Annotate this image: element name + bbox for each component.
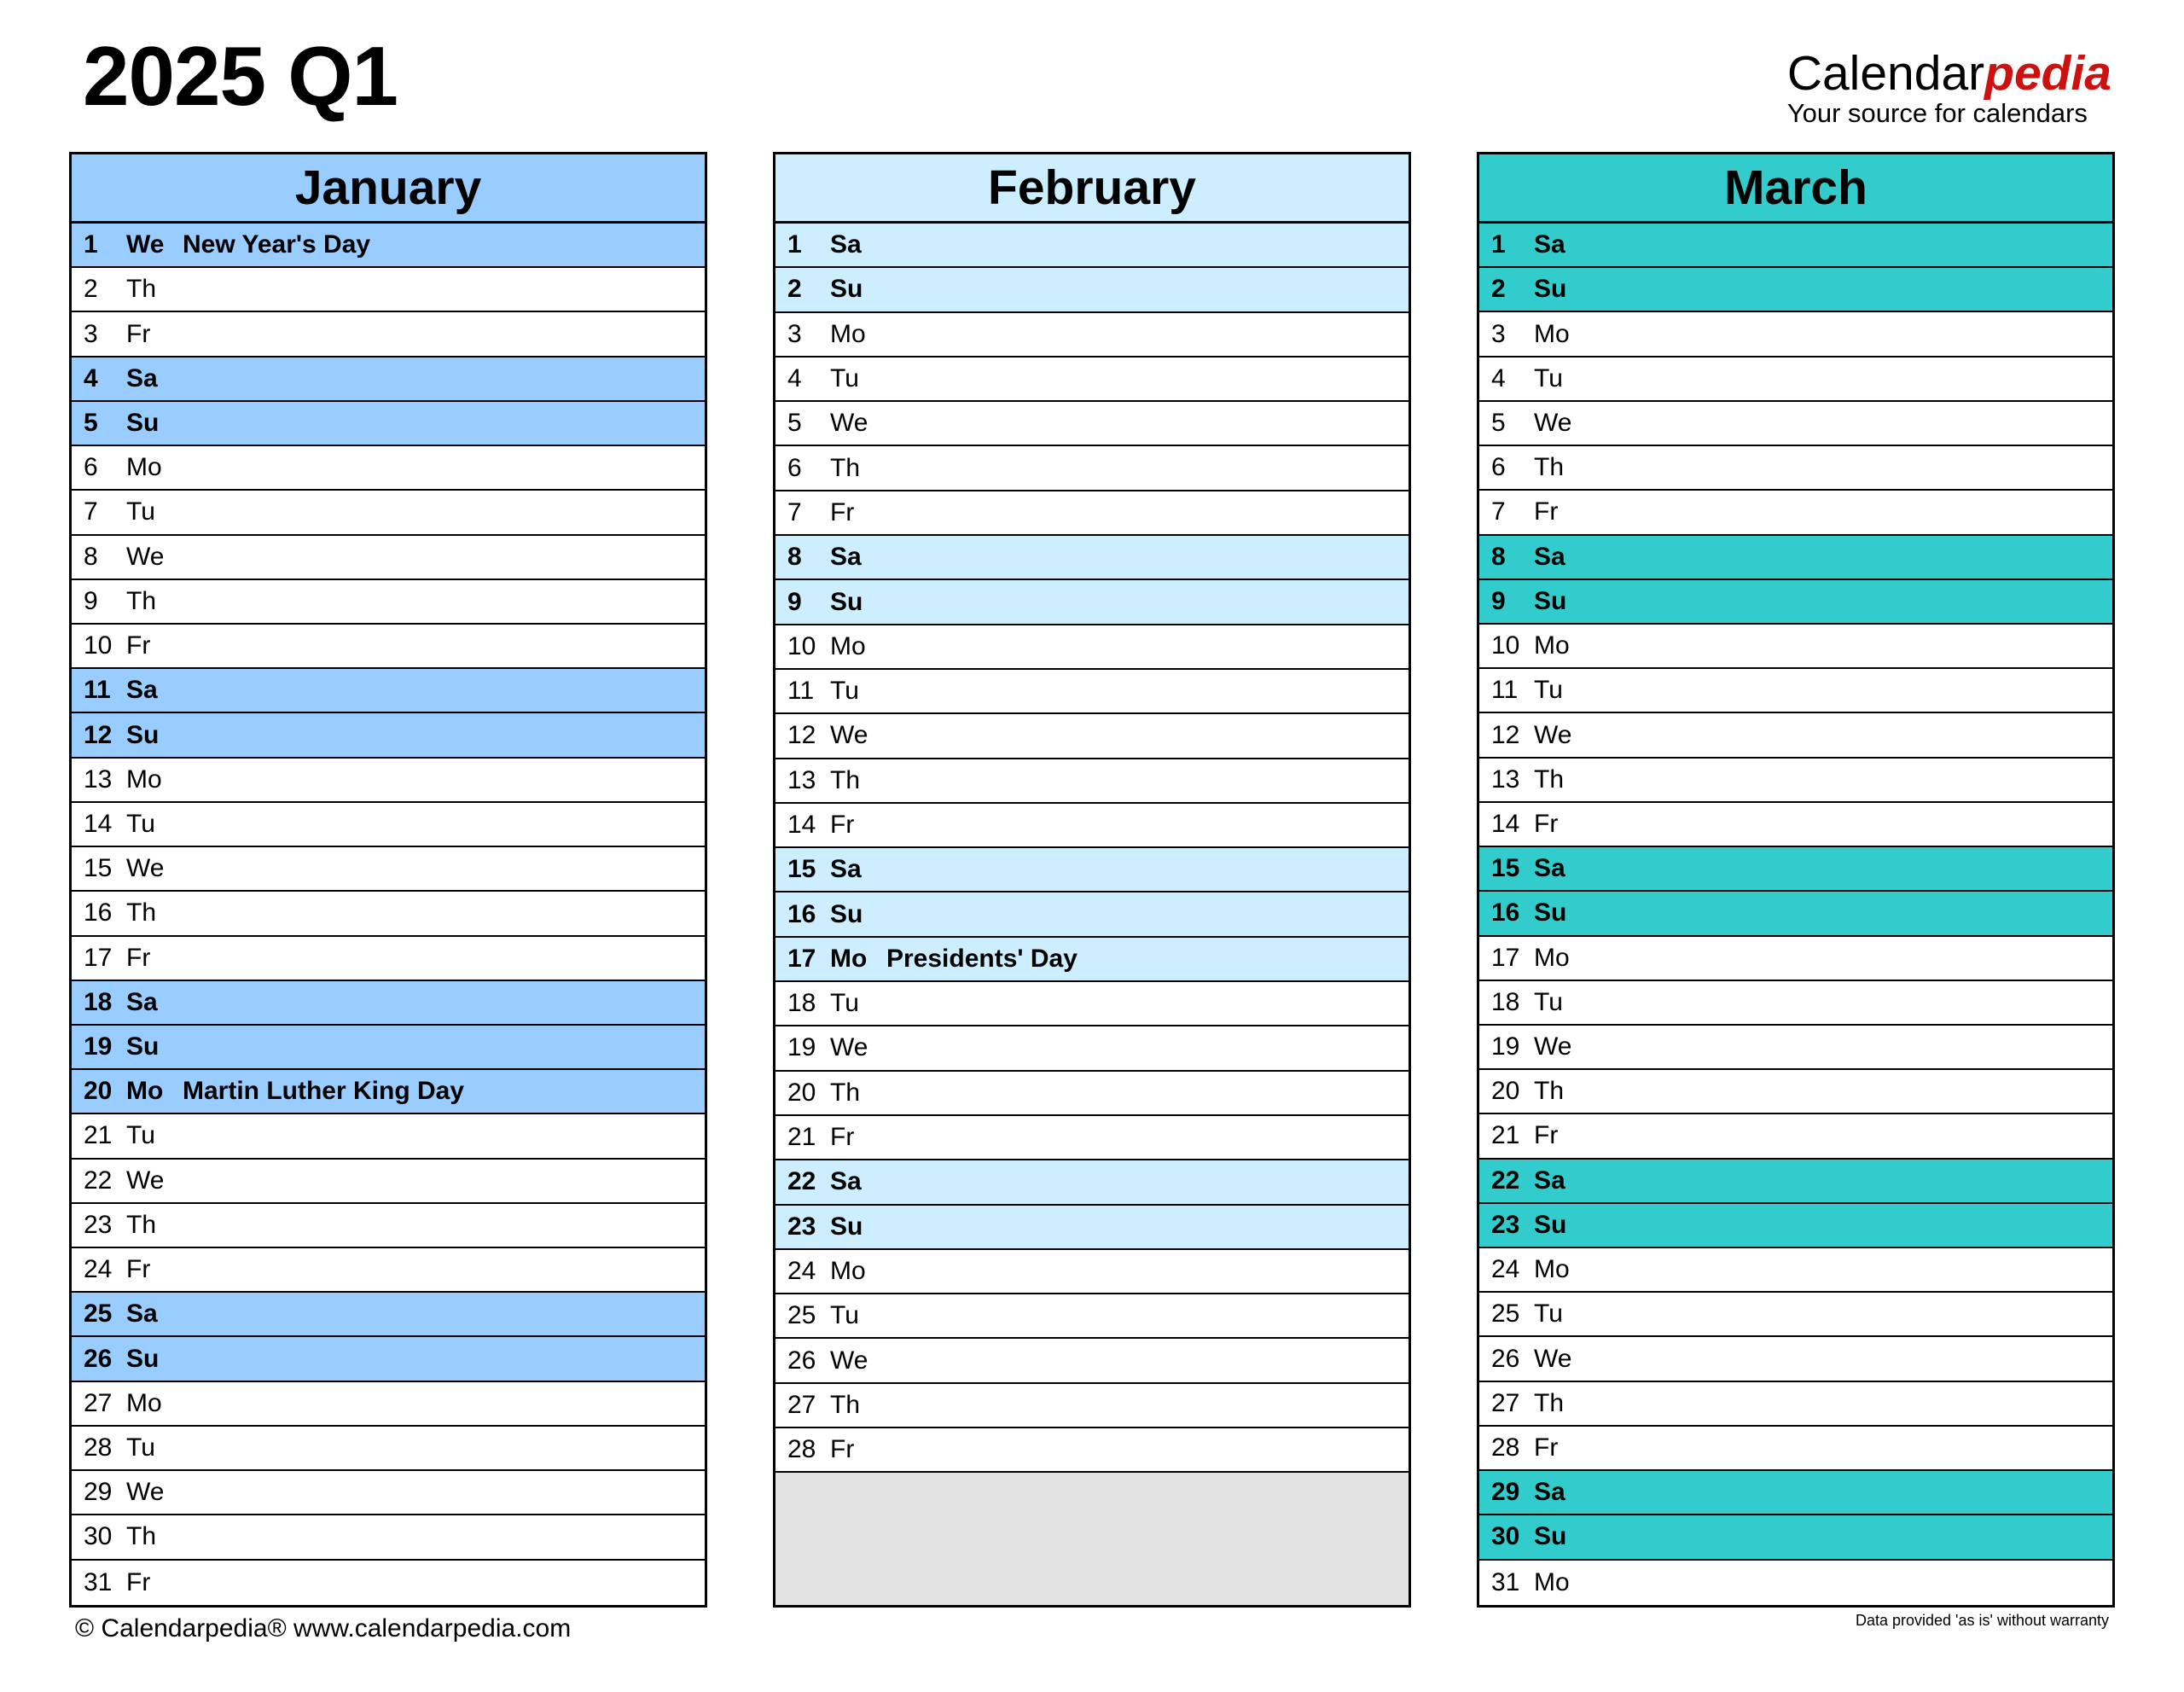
disclaimer-footer: Data provided 'as is' without warranty xyxy=(1855,1612,2109,1629)
weekday: Sa xyxy=(830,543,862,572)
weekday: We xyxy=(126,854,165,883)
day-row xyxy=(72,1427,705,1471)
empty-days-filler xyxy=(775,1473,1409,1605)
weekday: Fr xyxy=(126,943,151,972)
day-number: 6 xyxy=(787,453,802,482)
day-row xyxy=(1479,937,2112,981)
day-row xyxy=(1479,847,2112,892)
day-row xyxy=(1479,1026,2112,1070)
calendarpedia-logo[interactable] xyxy=(1786,46,2111,128)
weekday: Th xyxy=(1534,453,1565,482)
weekday: Th xyxy=(1534,1388,1565,1417)
weekday: Th xyxy=(1534,765,1565,794)
day-number: 8 xyxy=(787,543,802,572)
weekday: Fr xyxy=(1534,809,1559,838)
day-number: 19 xyxy=(787,1033,816,1062)
day-number: 20 xyxy=(84,1077,113,1106)
weekday: Tu xyxy=(830,677,859,706)
day-number: 1 xyxy=(1491,230,1506,259)
day-number: 8 xyxy=(1491,542,1506,571)
day-row xyxy=(1479,1293,2112,1337)
day-number: 16 xyxy=(1491,898,1520,927)
weekday: We xyxy=(126,1166,165,1195)
weekday: Mo xyxy=(830,1256,866,1285)
weekday: Tu xyxy=(126,809,155,838)
day-number: 12 xyxy=(787,721,816,750)
weekday: Su xyxy=(1534,1210,1567,1239)
logo-accent-text: pedia xyxy=(1984,46,2111,101)
weekday: Fr xyxy=(1534,1433,1559,1462)
day-number: 1 xyxy=(84,230,98,259)
day-row xyxy=(72,446,705,491)
weekday: Mo xyxy=(830,319,866,348)
weekday: We xyxy=(830,409,868,438)
day-number: 24 xyxy=(84,1255,113,1284)
day-number: 29 xyxy=(1491,1478,1520,1507)
weekday: Mo xyxy=(830,631,866,660)
day-number: 10 xyxy=(1491,631,1520,660)
day-number: 16 xyxy=(84,898,113,927)
day-row xyxy=(1479,268,2112,312)
weekday: We xyxy=(1534,1032,1572,1061)
day-number: 13 xyxy=(787,765,816,794)
weekday: We xyxy=(1534,408,1572,437)
month-header: February xyxy=(775,154,1409,224)
day-row xyxy=(775,804,1409,848)
weekday: Su xyxy=(830,1212,863,1241)
day-list xyxy=(775,224,1409,1605)
weekday: Tu xyxy=(126,497,155,526)
day-row xyxy=(775,1250,1409,1294)
weekday: Mo xyxy=(126,1077,164,1106)
day-row xyxy=(775,1384,1409,1428)
weekday: Sa xyxy=(830,855,862,884)
day-number: 23 xyxy=(787,1212,816,1241)
weekday: Sa xyxy=(1534,1166,1565,1195)
weekday: Sa xyxy=(1534,542,1565,571)
day-number: 9 xyxy=(787,587,802,616)
day-number: 26 xyxy=(1491,1344,1520,1373)
day-number: 13 xyxy=(84,765,113,794)
day-number: 27 xyxy=(84,1388,113,1417)
day-row xyxy=(72,1204,705,1248)
weekday: Mo xyxy=(1534,631,1570,660)
weekday: Th xyxy=(830,1078,861,1107)
day-number: 2 xyxy=(787,275,802,304)
month-january xyxy=(69,152,707,1608)
day-row xyxy=(1479,1114,2112,1159)
day-number: 2 xyxy=(84,275,98,304)
day-number: 24 xyxy=(787,1256,816,1285)
weekday: Sa xyxy=(830,230,862,259)
weekday: Su xyxy=(126,1032,160,1061)
day-row xyxy=(775,893,1409,937)
day-number: 5 xyxy=(787,409,802,438)
weekday: Th xyxy=(830,765,861,794)
weekday: Su xyxy=(1534,1522,1567,1551)
day-row xyxy=(775,1339,1409,1383)
day-number: 28 xyxy=(84,1433,113,1462)
day-number: 25 xyxy=(84,1300,113,1329)
day-number: 23 xyxy=(1491,1210,1520,1239)
day-row xyxy=(1479,1515,2112,1560)
day-row xyxy=(775,1206,1409,1250)
day-row xyxy=(1479,224,2112,268)
day-number: 4 xyxy=(787,364,802,393)
day-number: 27 xyxy=(1491,1388,1520,1417)
weekday: We xyxy=(126,1478,165,1507)
day-row xyxy=(775,714,1409,759)
day-number: 3 xyxy=(1491,319,1506,348)
weekday: We xyxy=(126,542,165,571)
day-row xyxy=(775,1294,1409,1339)
day-number: 27 xyxy=(787,1390,816,1419)
day-row xyxy=(1479,1427,2112,1471)
day-number: 11 xyxy=(787,677,815,706)
weekday: Tu xyxy=(830,989,859,1018)
day-row xyxy=(1479,1337,2112,1381)
weekday: Th xyxy=(830,453,861,482)
day-row xyxy=(72,580,705,625)
day-row xyxy=(72,1248,705,1293)
weekday: Su xyxy=(1534,898,1567,927)
month-header: March xyxy=(1479,154,2112,224)
day-number: 18 xyxy=(787,989,816,1018)
day-row xyxy=(1479,1561,2112,1605)
day-number: 19 xyxy=(84,1032,113,1061)
logo-wordmark xyxy=(1786,46,2111,101)
weekday: Fr xyxy=(830,811,855,839)
day-row xyxy=(1479,402,2112,446)
day-row xyxy=(72,625,705,669)
day-number: 12 xyxy=(1491,720,1520,749)
day-row xyxy=(72,1337,705,1381)
day-row xyxy=(72,803,705,847)
weekday: Su xyxy=(830,275,863,304)
weekday: Mo xyxy=(126,765,162,794)
day-number: 26 xyxy=(787,1346,816,1375)
day-number: 12 xyxy=(84,720,113,749)
day-row xyxy=(72,1471,705,1515)
day-number: 20 xyxy=(1491,1077,1520,1106)
day-row xyxy=(775,1428,1409,1473)
day-row xyxy=(775,536,1409,580)
holiday-name: Martin Luther King Day xyxy=(183,1077,465,1106)
day-number: 4 xyxy=(84,363,98,392)
weekday: We xyxy=(1534,720,1572,749)
day-row xyxy=(775,848,1409,893)
weekday: Tu xyxy=(830,1301,859,1330)
day-number: 7 xyxy=(1491,497,1506,526)
day-row xyxy=(1479,446,2112,491)
day-number: 31 xyxy=(84,1567,113,1596)
day-row xyxy=(775,625,1409,670)
day-row xyxy=(775,759,1409,804)
day-row xyxy=(1479,1070,2112,1114)
day-row xyxy=(1479,1382,2112,1427)
holiday-name: Presidents' Day xyxy=(886,944,1077,973)
weekday: Th xyxy=(126,898,157,927)
day-row xyxy=(775,224,1409,268)
day-number: 15 xyxy=(1491,854,1520,883)
day-number: 7 xyxy=(787,497,802,526)
day-row xyxy=(1479,1471,2112,1515)
day-row xyxy=(1479,1160,2112,1204)
weekday: Th xyxy=(126,1210,157,1239)
day-number: 2 xyxy=(1491,275,1506,304)
day-number: 8 xyxy=(84,542,98,571)
day-row xyxy=(72,1114,705,1159)
day-number: 5 xyxy=(84,408,98,437)
day-row xyxy=(72,937,705,981)
weekday: Fr xyxy=(126,1255,151,1284)
day-number: 7 xyxy=(84,497,98,526)
day-row xyxy=(775,491,1409,536)
weekday: Su xyxy=(1534,586,1567,615)
weekday: Sa xyxy=(126,1300,158,1329)
day-number: 23 xyxy=(84,1210,113,1239)
weekday: Mo xyxy=(1534,319,1570,348)
weekday: Su xyxy=(126,720,160,749)
month-header: January xyxy=(72,154,705,224)
day-number: 6 xyxy=(1491,453,1506,482)
day-row xyxy=(72,1515,705,1560)
day-row xyxy=(72,1026,705,1070)
day-list xyxy=(1479,224,2112,1605)
weekday: We xyxy=(830,1346,868,1375)
day-number: 26 xyxy=(84,1344,113,1373)
weekday: Tu xyxy=(1534,363,1563,392)
day-number: 4 xyxy=(1491,363,1506,392)
day-row xyxy=(1479,669,2112,713)
day-row xyxy=(775,268,1409,312)
day-number: 9 xyxy=(1491,586,1506,615)
day-number: 3 xyxy=(84,319,98,348)
day-row xyxy=(775,1026,1409,1071)
weekday: Th xyxy=(126,1522,157,1551)
day-number: 1 xyxy=(787,230,802,259)
day-row xyxy=(72,847,705,892)
day-number: 14 xyxy=(1491,809,1520,838)
weekday: Su xyxy=(830,587,863,616)
day-row xyxy=(1479,536,2112,580)
weekday: Tu xyxy=(1534,1300,1563,1329)
day-number: 17 xyxy=(1491,943,1520,972)
weekday: Mo xyxy=(830,944,868,973)
day-row xyxy=(1479,491,2112,535)
weekday: Mo xyxy=(1534,1567,1570,1596)
day-number: 16 xyxy=(787,899,816,928)
day-number: 11 xyxy=(84,676,111,705)
day-number: 18 xyxy=(84,987,113,1016)
holiday-name: New Year's Day xyxy=(183,230,371,259)
day-row xyxy=(1479,580,2112,625)
weekday: Sa xyxy=(126,363,158,392)
day-row xyxy=(775,670,1409,714)
day-row xyxy=(72,358,705,402)
day-row xyxy=(775,580,1409,625)
day-row xyxy=(775,1160,1409,1205)
weekday: Sa xyxy=(1534,854,1565,883)
day-row xyxy=(775,938,1409,982)
weekday: Tu xyxy=(126,1121,155,1150)
weekday: Fr xyxy=(126,319,151,348)
day-row xyxy=(775,1116,1409,1160)
day-number: 22 xyxy=(84,1166,113,1195)
day-row xyxy=(72,1293,705,1337)
day-number: 29 xyxy=(84,1478,113,1507)
day-row xyxy=(72,1382,705,1427)
logo-main-text: Calendar xyxy=(1786,46,1985,101)
weekday: Fr xyxy=(830,1123,855,1152)
weekday: Tu xyxy=(1534,676,1563,705)
weekday: Su xyxy=(126,408,160,437)
weekday: Fr xyxy=(1534,1121,1559,1150)
day-number: 17 xyxy=(84,943,113,972)
day-number: 30 xyxy=(84,1522,113,1551)
day-row xyxy=(72,892,705,936)
day-number: 30 xyxy=(1491,1522,1520,1551)
day-row xyxy=(1479,759,2112,803)
weekday: Mo xyxy=(126,1388,162,1417)
day-number: 21 xyxy=(787,1123,816,1152)
day-number: 14 xyxy=(787,811,816,839)
weekday: Su xyxy=(126,1344,160,1373)
day-number: 10 xyxy=(787,631,816,660)
weekday: Su xyxy=(830,899,863,928)
day-number: 28 xyxy=(1491,1433,1520,1462)
day-number: 9 xyxy=(84,586,98,615)
weekday: Fr xyxy=(830,1435,855,1464)
day-number: 28 xyxy=(787,1435,816,1464)
day-row xyxy=(775,358,1409,402)
day-row xyxy=(72,981,705,1026)
month-february xyxy=(773,152,1411,1608)
weekday: Mo xyxy=(1534,943,1570,972)
day-row xyxy=(1479,358,2112,402)
logo-tagline: Your source for calendars xyxy=(1786,98,2088,128)
weekday: Sa xyxy=(1534,230,1565,259)
day-number: 25 xyxy=(1491,1300,1520,1329)
copyright-footer: © Calendarpedia® www.calendarpedia.com xyxy=(75,1614,572,1643)
day-row xyxy=(1479,803,2112,847)
page-title: 2025 Q1 xyxy=(83,29,398,123)
day-number: 31 xyxy=(1491,1567,1520,1596)
day-number: 6 xyxy=(84,453,98,482)
weekday: Th xyxy=(126,586,157,615)
day-row xyxy=(775,1072,1409,1116)
weekday: Th xyxy=(126,275,157,304)
month-march xyxy=(1477,152,2115,1608)
weekday: We xyxy=(1534,1344,1572,1373)
weekday: Tu xyxy=(126,1433,155,1462)
day-row xyxy=(72,491,705,535)
day-row xyxy=(72,1160,705,1204)
day-row xyxy=(72,669,705,713)
weekday: Mo xyxy=(1534,1255,1570,1284)
weekday: Fr xyxy=(126,631,151,660)
day-number: 21 xyxy=(1491,1121,1520,1150)
day-number: 22 xyxy=(787,1167,816,1196)
weekday: Fr xyxy=(830,497,855,526)
day-number: 24 xyxy=(1491,1255,1520,1284)
weekday: Th xyxy=(1534,1077,1565,1106)
day-row xyxy=(775,313,1409,358)
day-row xyxy=(72,713,705,758)
day-row xyxy=(72,1070,705,1114)
weekday: We xyxy=(830,1033,868,1062)
day-row xyxy=(72,268,705,312)
day-number: 15 xyxy=(84,854,113,883)
day-number: 15 xyxy=(787,855,816,884)
day-number: 22 xyxy=(1491,1166,1520,1195)
day-number: 5 xyxy=(1491,408,1506,437)
weekday: Fr xyxy=(126,1567,151,1596)
day-number: 17 xyxy=(787,944,816,973)
weekday: Sa xyxy=(126,676,158,705)
day-row xyxy=(72,402,705,446)
weekday: Tu xyxy=(1534,987,1563,1016)
day-number: 19 xyxy=(1491,1032,1520,1061)
day-number: 25 xyxy=(787,1301,816,1330)
day-row xyxy=(1479,892,2112,936)
day-row xyxy=(1479,1204,2112,1248)
day-row xyxy=(1479,625,2112,669)
day-number: 14 xyxy=(84,809,113,838)
weekday: We xyxy=(830,721,868,750)
day-row xyxy=(72,1561,705,1605)
day-row xyxy=(72,759,705,803)
day-number: 21 xyxy=(84,1121,113,1150)
day-number: 20 xyxy=(787,1078,816,1107)
day-number: 11 xyxy=(1491,676,1519,705)
day-list xyxy=(72,224,705,1605)
day-row xyxy=(1479,1248,2112,1293)
day-row xyxy=(1479,713,2112,758)
weekday: Fr xyxy=(1534,497,1559,526)
day-number: 3 xyxy=(787,319,802,348)
weekday: Sa xyxy=(1534,1478,1565,1507)
weekday: Tu xyxy=(830,364,859,393)
weekday: We xyxy=(126,230,165,259)
day-row xyxy=(72,312,705,357)
day-row xyxy=(1479,981,2112,1026)
day-row xyxy=(72,224,705,268)
day-number: 10 xyxy=(84,631,113,660)
day-row xyxy=(1479,312,2112,357)
day-row xyxy=(775,402,1409,446)
weekday: Sa xyxy=(126,987,158,1016)
day-row xyxy=(72,536,705,580)
day-number: 13 xyxy=(1491,765,1520,794)
weekday: Su xyxy=(1534,275,1567,304)
day-row xyxy=(775,446,1409,491)
day-number: 18 xyxy=(1491,987,1520,1016)
day-row xyxy=(775,982,1409,1026)
weekday: Th xyxy=(830,1390,861,1419)
weekday: Sa xyxy=(830,1167,862,1196)
weekday: Mo xyxy=(126,453,162,482)
